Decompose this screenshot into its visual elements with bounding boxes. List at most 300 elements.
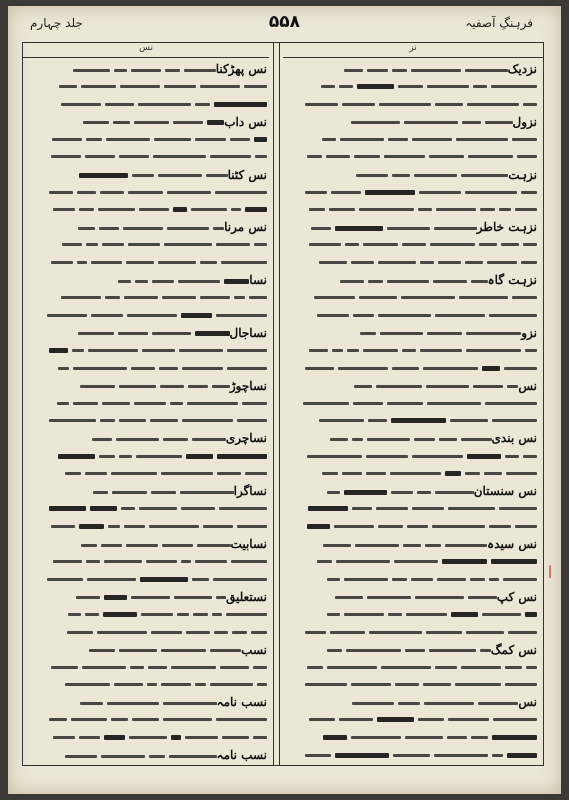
text-run [59,85,77,88]
text-run [451,612,478,617]
text-run [335,596,363,599]
text-run [185,736,218,739]
margin-mark: | [548,564,553,578]
text-run [206,174,228,177]
text-run [429,155,464,158]
text-run [434,227,477,230]
text-run [450,419,488,422]
text-line [285,219,537,237]
text-line [285,325,537,343]
text-run [119,385,156,388]
text-run [420,349,462,352]
text-run [58,367,69,370]
text-run [226,613,267,616]
text-line [285,624,537,642]
text-line [285,378,537,396]
text-run [305,103,338,106]
text-run [153,155,206,158]
text-run [101,755,145,758]
text-run [473,85,487,88]
text-run [114,683,143,686]
text-run [254,137,267,142]
headword: نساچری [225,431,267,446]
text-run [121,507,135,510]
text-run [161,649,206,652]
text-run [499,507,537,510]
text-run [376,385,422,388]
text-line [29,114,267,132]
text-run [100,419,115,422]
text-run [131,596,170,599]
text-run [237,419,267,422]
text-run [102,243,124,246]
text-run [411,578,433,581]
text-run [108,525,120,528]
text-line [285,694,537,712]
text-line [29,79,267,97]
text-run [128,243,160,246]
text-run [342,472,362,475]
text-run [332,349,343,352]
text-run [465,261,483,264]
text-run [319,419,364,422]
text-line [285,272,537,290]
text-run [430,243,475,246]
text-run [392,578,407,581]
text-line [29,642,267,660]
text-line [29,96,267,114]
text-run [253,666,267,669]
text-run [448,718,489,721]
text-run [249,296,267,299]
text-run [254,243,267,246]
headword: نس پھڑکنا [215,62,267,76]
text-run [491,85,537,88]
text-run [394,560,438,563]
text-run [356,174,388,177]
headword: نزہت [508,167,537,182]
text-run [134,402,166,405]
text-run [504,367,537,370]
text-line [285,448,537,466]
text-run [105,103,134,106]
text-run [489,525,511,528]
text-run [161,472,213,475]
text-run [445,544,487,547]
text-run [129,736,167,739]
text-run [323,544,351,547]
text-run [345,243,359,246]
text-run [478,702,518,705]
text-run [65,472,81,475]
text-line [29,149,267,167]
text-run [388,613,402,616]
text-line [29,589,267,607]
headword: نسابیت [230,537,267,552]
text-run [468,155,513,158]
text-run [398,702,420,705]
text-run [433,280,467,283]
text-line [29,255,267,273]
text-run [437,578,466,581]
text-run [425,544,441,547]
text-run [336,560,390,563]
text-run [195,560,227,563]
text-run [423,683,451,686]
text-run [353,402,383,405]
text-run [455,683,501,686]
text-run [367,596,411,599]
text-run [213,578,267,581]
text-run [162,296,196,299]
text-run [339,85,353,88]
text-run [139,507,177,510]
text-run [177,613,189,616]
headword: نس سنستان [473,484,537,499]
text-run [127,314,177,317]
text-run [135,280,148,283]
text-run [91,314,123,317]
text-run [344,69,363,72]
text-run [467,454,501,459]
text-run [93,491,108,494]
text-line [29,184,267,202]
text-run [523,243,537,246]
text-line [29,554,267,572]
text-run [391,491,413,494]
text-run [76,596,100,599]
text-run [119,155,149,158]
text-run [525,612,537,617]
text-run [378,314,431,317]
text-run [352,438,363,441]
text-run [480,649,491,652]
text-run [213,227,224,230]
text-run [322,472,338,475]
text-run [426,631,462,634]
text-line [285,61,537,79]
text-run [182,367,223,370]
text-line [285,430,537,448]
text-run [231,560,267,563]
text-run [244,85,267,88]
text-line [285,395,537,413]
text-run [351,736,401,739]
text-run [195,683,206,686]
text-run [507,753,537,758]
text-run [216,596,226,599]
text-run [118,332,148,335]
text-run [154,138,191,141]
text-run [178,280,220,283]
text-run [403,544,421,547]
text-run [128,191,163,194]
headword: نزدیک [507,62,537,76]
text-run [146,560,177,563]
text-line [29,290,267,308]
text-run [445,471,461,476]
text-run [305,191,327,194]
text-run [99,227,119,230]
text-run [521,261,537,264]
text-run [402,349,416,352]
text-run [351,121,400,124]
text-run [132,718,159,721]
text-run [436,208,476,211]
text-run [484,472,502,475]
text-run [207,120,224,125]
headword: نساچوڑ [229,378,267,393]
text-run [158,261,196,264]
headword: نس کمگ [490,642,537,657]
text-line [285,518,537,536]
text-run [482,613,521,616]
headword: نس کپ [496,589,537,604]
text-run [426,385,469,388]
text-run [47,578,83,581]
text-run [200,296,230,299]
text-run [346,649,401,652]
text-run [232,631,247,634]
text-run [81,85,116,88]
text-run [351,261,374,264]
text-run [181,507,215,510]
text-run [210,683,253,686]
text-run [148,666,167,669]
text-run [303,402,349,405]
headword: نزہت گاہ [487,273,537,288]
text-run [309,208,325,211]
text-run [378,525,403,528]
text-run [152,280,174,283]
text-line [29,325,267,343]
column-divider [273,43,274,765]
text-run [434,754,488,757]
text-line [285,360,537,378]
text-run [363,349,398,352]
text-run [499,208,511,211]
text-line [285,343,537,361]
text-line [285,677,537,695]
text-run [435,491,474,494]
text-run [335,226,383,231]
text-run [359,208,414,211]
text-run [163,718,212,721]
text-run [105,296,120,299]
text-run [53,208,75,211]
text-line [29,466,267,484]
text-run [327,578,340,581]
text-run [461,438,492,441]
text-line [285,290,537,308]
text-run [49,506,86,511]
text-run [501,243,519,246]
text-line [285,466,537,484]
text-run [188,385,208,388]
text-run [179,349,223,352]
text-run [195,331,230,336]
text-run [523,103,537,106]
text-run [311,227,331,230]
text-run [308,506,348,511]
text-run [124,525,145,528]
text-run [255,155,267,158]
text-run [111,472,157,475]
text-run [466,349,521,352]
page-number: ۵۵۸ [268,12,301,32]
text-line [29,237,267,255]
text-run [149,525,199,528]
headword: نس کٹنا [227,167,267,182]
text-run [515,208,537,211]
text-run [131,367,155,370]
text-run [104,560,142,563]
text-run [354,155,380,158]
text-run [159,367,178,370]
text-run [126,544,158,547]
text-run [305,631,326,634]
text-run [359,296,397,299]
text-run [415,596,464,599]
text-run [181,560,191,563]
text-run [435,103,463,106]
text-run [118,280,131,283]
text-run [380,332,423,335]
volume-label: جلد چہارم [30,16,83,30]
text-run [86,138,102,141]
text-run [321,85,335,88]
text-run [366,455,408,458]
text-run [83,121,109,124]
text-run [482,366,500,371]
text-line [29,413,267,431]
text-run [360,332,376,335]
text-run [331,191,361,194]
text-run [424,702,474,705]
text-run [114,69,127,72]
text-run [506,472,537,475]
text-run [307,666,323,669]
text-run [180,491,234,494]
text-run [388,138,408,141]
text-run [366,472,386,475]
headword: نس [518,695,537,710]
text-run [123,227,163,230]
text-run [307,155,322,158]
text-run [438,261,461,264]
text-run [80,385,115,388]
text-run [465,69,508,72]
text-run [167,227,209,230]
text-run [515,525,537,528]
text-run [508,631,537,634]
text-run [307,455,362,458]
text-run [203,525,233,528]
text-run [344,613,384,616]
text-run [391,418,446,423]
right-column-head: نز [283,43,543,58]
text-run [171,735,181,740]
text-run [61,103,101,106]
text-line [29,395,267,413]
text-run [351,683,391,686]
text-run [461,666,501,669]
text-run [79,208,94,211]
text-run [217,472,241,475]
text-run [459,296,508,299]
text-run [442,559,487,564]
text-run [492,754,503,757]
text-line [29,624,267,642]
text-run [329,208,355,211]
text-run [404,121,458,124]
text-run [173,121,203,124]
text-run [432,525,485,528]
text-run [439,438,457,441]
text-run [456,138,508,141]
text-run [480,208,495,211]
text-line [285,131,537,149]
text-run [85,613,99,616]
text-line [285,307,537,325]
text-line [29,694,267,712]
text-run [395,683,419,686]
text-run [523,455,537,458]
text-run [489,578,499,581]
text-run [367,438,410,441]
text-run [151,631,182,634]
text-line [29,202,267,220]
text-run [412,455,463,458]
text-run [90,506,117,511]
text-line [285,96,537,114]
text-run [357,84,394,89]
text-run [147,683,157,686]
text-run [119,419,146,422]
text-run [505,455,519,458]
text-run [363,243,398,246]
text-run [326,155,350,158]
text-run [78,227,95,230]
text-run [379,103,431,106]
text-line [285,114,537,132]
text-run [141,613,173,616]
text-run [68,613,81,616]
text-run [327,649,342,652]
text-run [384,155,425,158]
text-line [29,606,267,624]
text-run [493,718,537,721]
text-run [470,578,485,581]
text-line [29,219,267,237]
text-run [186,631,210,634]
text-run [471,736,488,739]
text-run [61,296,101,299]
text-run [221,261,267,264]
text-run [182,419,233,422]
text-line [29,167,267,185]
text-run [72,349,84,352]
text-run [101,544,122,547]
headword: نسب نامہ [216,695,267,710]
text-run [184,69,216,72]
text-run [317,314,349,317]
text-run [51,666,78,669]
text-line [285,501,537,519]
text-run [73,69,110,72]
text-frame [22,42,544,766]
text-line [285,589,537,607]
